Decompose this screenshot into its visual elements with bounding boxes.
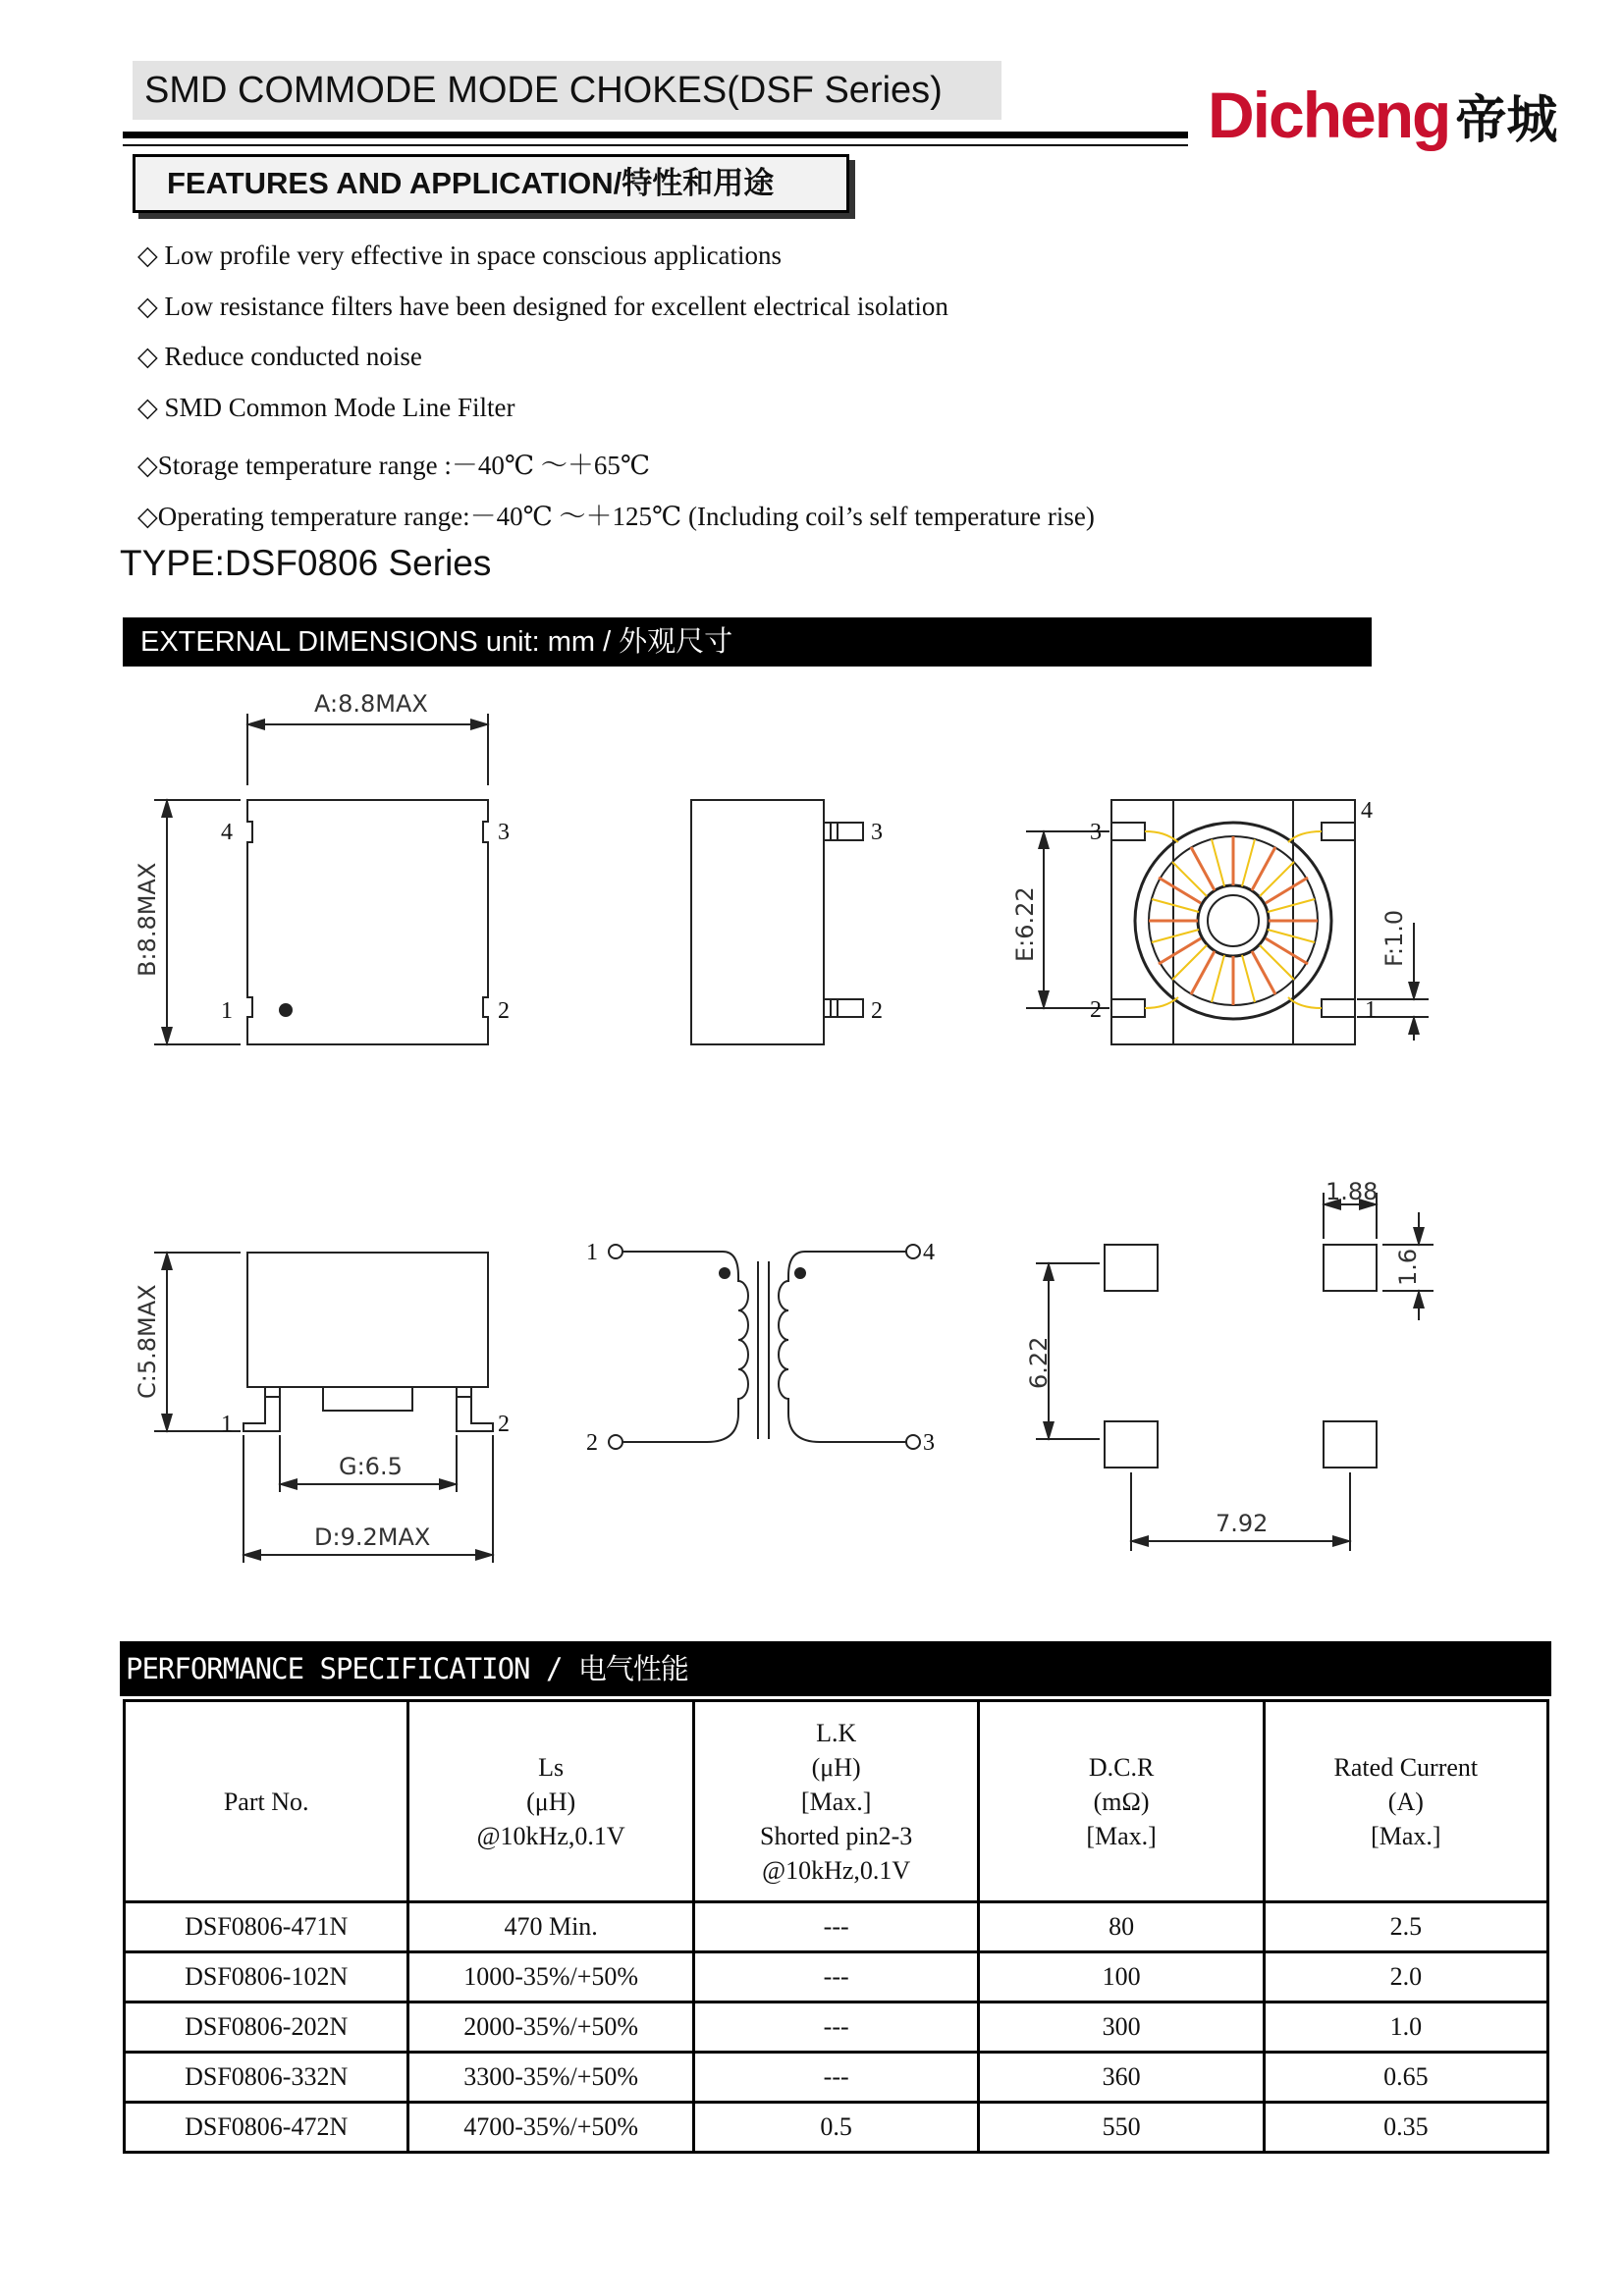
current-cell: 2.0: [1264, 1952, 1547, 2002]
dim-f-label: F:1.0: [1380, 909, 1408, 967]
part-no-cell: DSF0806-102N: [125, 1952, 408, 2002]
type-title: TYPE:DSF0806 Series: [120, 543, 492, 583]
feature-item: ◇ SMD Common Mode Line Filter: [137, 393, 515, 422]
pin-label: 4: [923, 1240, 935, 1265]
lk-cell: 0.5: [693, 2103, 979, 2153]
performance-heading: PERFORMANCE SPECIFICATION / 电气性能: [120, 1641, 1551, 1696]
pin-label: 2: [498, 998, 510, 1024]
col-rated-current: [1264, 1701, 1547, 1902]
part-no-cell: DSF0806-332N: [125, 2053, 408, 2103]
col-lk: [693, 1701, 979, 1902]
col-part-no: [125, 1701, 408, 1902]
dim-d-label: D:9.2MAX: [314, 1523, 431, 1551]
header-line: D.C.R: [1088, 1752, 1155, 1782]
page-title: SMD COMMODE MODE CHOKES(DSF Series): [133, 61, 1001, 120]
pin-label: 1: [221, 998, 233, 1024]
lk-cell: ---: [693, 2002, 979, 2053]
logo-cn: 帝城: [1455, 92, 1558, 149]
pin-label: 2: [498, 1412, 510, 1437]
ls-cell: 4700-35%/+50%: [408, 2103, 694, 2153]
pin-label: 1: [221, 1412, 233, 1437]
pad-hspan-label: 7.92: [1216, 1510, 1269, 1537]
table-row: [125, 2053, 1548, 2103]
pin-label: 3: [871, 820, 883, 845]
table-row: [125, 2103, 1548, 2153]
dcr-cell: 300: [979, 2002, 1264, 2053]
lk-cell: ---: [693, 1952, 979, 2002]
pad-width-label: 1.88: [1325, 1178, 1379, 1205]
dim-a-label: A:8.8MAX: [314, 690, 428, 718]
part-no-cell: DSF0806-202N: [125, 2002, 408, 2053]
top-view-drawing: [154, 714, 488, 1044]
pad-height-label: 1.6: [1394, 1248, 1422, 1286]
features-heading: FEATURES AND APPLICATION/特性和用途: [133, 154, 849, 213]
dcr-cell: 360: [979, 2053, 1264, 2103]
pin-label: 4: [1361, 798, 1373, 824]
side-view-drawing: [691, 800, 863, 1044]
header-line: (mΩ): [1093, 1787, 1150, 1816]
header-line: Shorted pin2-3: [760, 1821, 913, 1850]
polarity-dot-icon: [719, 1267, 730, 1279]
header-line: (μH): [526, 1787, 576, 1816]
header-line: L.K: [816, 1718, 857, 1747]
current-cell: 0.65: [1264, 2053, 1547, 2103]
header-line: (μH): [811, 1752, 861, 1782]
col-dcr: [979, 1701, 1264, 1902]
dcr-cell: 100: [979, 1952, 1264, 2002]
ls-cell: 470 Min.: [408, 1902, 694, 1952]
logo-text: Dicheng: [1208, 79, 1450, 151]
feature-item: ◇ Low resistance filters have been designed for excellent electrical isolation: [137, 292, 948, 321]
current-cell: 2.5: [1264, 1902, 1547, 1952]
performance-table: [123, 1699, 1549, 2154]
pin-label: 1: [1365, 997, 1377, 1023]
ls-cell: 2000-35%/+50%: [408, 2002, 694, 2053]
current-cell: 1.0: [1264, 2002, 1547, 2053]
header-line: (A): [1387, 1787, 1424, 1816]
pin-label: 4: [221, 820, 233, 845]
pin-label: 3: [1090, 820, 1102, 845]
table-header-row: [125, 1701, 1548, 1902]
pin-label: 3: [923, 1430, 935, 1456]
dim-b-label: B:8.8MAX: [134, 862, 161, 977]
header-line: Part No.: [223, 1787, 309, 1816]
part-no-cell: DSF0806-471N: [125, 1902, 408, 1952]
feature-item: ◇ Reduce conducted noise: [137, 342, 422, 371]
part-no-cell: DSF0806-472N: [125, 2103, 408, 2153]
pin1-dot-icon: [279, 1003, 293, 1017]
polarity-dot-icon: [794, 1267, 806, 1279]
dimensions-heading: EXTERNAL DIMENSIONS unit: mm / 外观尺寸: [123, 617, 1372, 667]
header-line: [Max.]: [800, 1787, 872, 1816]
header-line: [Max.]: [1371, 1821, 1441, 1850]
header-line: @10kHz,0.1V: [762, 1855, 911, 1885]
dcr-cell: 80: [979, 1902, 1264, 1952]
pin-label: 2: [871, 998, 883, 1024]
table-row: [125, 1952, 1548, 2002]
ls-cell: 1000-35%/+50%: [408, 1952, 694, 2002]
header-line: Rated Current: [1333, 1752, 1479, 1782]
feature-item: ◇Operating temperature range:－40℃ ～＋125℃ (Including coil’s self temperature rise): [137, 502, 1095, 531]
ls-cell: 3300-35%/+50%: [408, 2053, 694, 2103]
pin-label: 2: [586, 1430, 598, 1456]
pad-vspan-label: 6.22: [1025, 1336, 1053, 1389]
table-row: [125, 1902, 1548, 1952]
feature-item: ◇ Low profile very effective in space conscious applications: [137, 240, 783, 270]
lk-cell: ---: [693, 2053, 979, 2103]
col-ls: [408, 1701, 694, 1902]
current-cell: 0.35: [1264, 2103, 1547, 2153]
table-row: [125, 2002, 1548, 2053]
schematic-drawing: [609, 1245, 920, 1449]
header-line: Ls: [538, 1752, 565, 1782]
land-pattern-drawing: [1036, 1193, 1434, 1551]
dim-c-label: C:5.8MAX: [134, 1284, 161, 1399]
pin-label: 1: [586, 1240, 598, 1265]
dim-g-label: G:6.5: [339, 1453, 403, 1480]
lk-cell: ---: [693, 1902, 979, 1952]
dcr-cell: 550: [979, 2103, 1264, 2153]
header-line: @10kHz,0.1V: [476, 1821, 625, 1850]
pin-label: 3: [498, 820, 510, 845]
dim-e-label: E:6.22: [1011, 886, 1039, 962]
header-line: [Max.]: [1086, 1821, 1157, 1850]
feature-item: ◇Storage temperature range :－40℃ ～＋65℃: [137, 451, 651, 480]
pin-label: 2: [1090, 997, 1102, 1023]
front-view-drawing: [154, 1253, 493, 1563]
